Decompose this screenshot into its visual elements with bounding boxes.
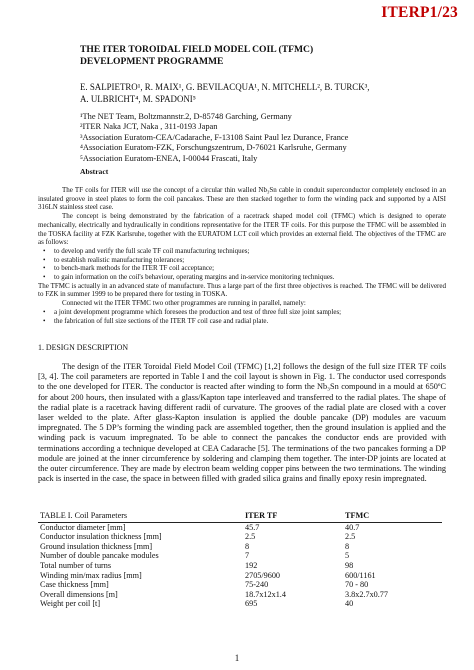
section-body <box>38 362 446 484</box>
table-cell: 3.8x2.7x0.77 <box>345 589 388 599</box>
table-cell: Conductor insulation thickness [mm] <box>40 532 162 542</box>
table-row <box>38 561 442 571</box>
abstract-heading: Abstract <box>80 167 109 176</box>
body-paragraph: The design of the ITER Toroidal Field Model Coil (TFMC) [1,2] follows the design of the full size ITER TF coils [3, 4]. The coil parameters are reported in Table I and the coil layout is shown in Fig. 1. The conductor used corresponds to the one developed for ITER. The conductor is reacted after winding to form the Nb₃Sn compound in a mould at 650ºC for about 200 hours, then insulated with a glass/Kapton tape interleaved and transferred to the radial plates. The shape of the radial plate is a racetrack having different radii of curvature. The grooves of the radial plate are closed with a cover laser welded to the plate. After glass-Kapton insulation is applied the double pancake (DP) modules are vacuum impregnated. The 5 DP’s forming the winding pack are assembled together, then the ground insulation is applied and the winding pack is vacuum impregnated. To be able to connect the pancakes the conductor ends are provided with terminations according a technique developed at CEA Cadarache [5]. The terminations of the two pancakes forming a DP module are joined at the inner circumference by soldering and clamping them together. The inter-DP joints are located at the outer circumference. They are made by electron beam welding copper pins between the two terminations. The winding pack is inserted in the case, the space in between filled with graded silica grains and finally epoxy resin impregnated. <box>38 362 446 484</box>
table-cell: Total number of turns <box>40 560 112 570</box>
list-item: • to establish realistic manufacturing tolerances; <box>52 256 446 265</box>
abstract-paragraph: The TF coils for ITER will use the concept of a circular thin walled Nb₃Sn cable in conduit superconductor completely enclosed in an insulated groove in steel plates to form the coil pancakes. These are then stacked together to form the winding pack and supported by a AISI 316LN stainless steel case. <box>38 186 446 212</box>
affiliation: ²ITER Naka JCT, Naka , 311-0193 Japan <box>80 122 218 132</box>
column-header: TFMC <box>343 511 442 522</box>
table-cell: Case thickness [mm] <box>40 580 109 590</box>
table-cell: 192 <box>245 560 258 570</box>
affiliation-list <box>80 112 460 164</box>
table-cell: 8 <box>345 541 350 551</box>
coil-parameters-table <box>38 511 442 609</box>
table-cell: 70 - 80 <box>345 580 369 590</box>
table-cell: 2.5 <box>345 532 356 542</box>
title-line: DEVELOPMENT PROGRAMME <box>80 55 224 67</box>
table-row <box>38 580 442 590</box>
table-row <box>38 599 442 609</box>
affiliation: ⁵Association Euratom-ENEA, I-00044 Frascati, Italy <box>80 153 258 163</box>
table-cell: 2705/9600 <box>245 570 281 580</box>
column-header: ITER TF <box>243 511 343 522</box>
table-caption: TABLE I. Coil Parameters <box>38 511 243 522</box>
table-cell: 600/1161 <box>345 570 376 580</box>
table-row <box>38 590 442 600</box>
list-item: • to bench-mark methods for the ITER TF coil acceptance; <box>52 264 446 273</box>
objectives-list <box>38 247 446 282</box>
table-cell: 45.7 <box>245 522 260 532</box>
list-item: • the fabrication of full size sections of the ITER TF coil case and radial plate. <box>52 317 446 326</box>
table-cell: 2.5 <box>245 532 256 542</box>
table-cell: Ground insulation thickness [mm] <box>40 541 153 551</box>
author-line: A. ULBRICHT⁴, M. SPADONI⁵ <box>80 93 196 104</box>
list-item: • to gain information on the coil's behaviour, operating margins and in-service monitoring techniques. <box>52 273 446 282</box>
table-cell: 75-240 <box>245 580 269 590</box>
programmes-list <box>38 308 446 325</box>
author-line: E. SALPIETRO¹, R. MAIX¹, G. BEVILACQUA¹, N. MITCHELL², B. TURCK³, <box>80 82 370 92</box>
list-item: • to develop and verify the full scale TF coil manufacturing techniques; <box>52 247 446 256</box>
table-header-row <box>38 511 442 522</box>
table-cell: 98 <box>345 560 354 570</box>
table-row <box>38 551 442 561</box>
table-row <box>38 571 442 581</box>
table-cell: Weight per coil [t] <box>40 599 101 609</box>
paper-title <box>80 44 440 67</box>
table-cell: Winding min/max radius [mm] <box>40 570 142 580</box>
affiliation: ³Association Euratom-CEA/Cadarache, F-13108 Saint Paul lez Durance, France <box>80 132 349 142</box>
list-item: • a joint development programme which foresees the production and test of three full size joint samples; <box>52 308 446 317</box>
abstract-body <box>38 186 446 325</box>
page-number: 1 <box>234 653 240 663</box>
title-line: THE ITER TOROIDAL FIELD MODEL COIL (TFMC) <box>80 44 314 55</box>
table-cell: 40.7 <box>345 522 360 532</box>
section-heading: 1. DESIGN DESCRIPTION <box>38 343 129 352</box>
affiliation: ¹The NET Team, Boltzmannstr.2, D-85748 Garching, Germany <box>80 112 292 121</box>
table-row <box>38 532 442 542</box>
table-row <box>38 542 442 552</box>
table-cell: 18.7x12x1.4 <box>245 589 286 599</box>
table-cell: 40 <box>345 599 354 609</box>
abstract-paragraph: The concept is being demonstrated by the fabrication of a racetrack shaped model coil (TFMC) which is designed to operate mechanically, electrically and hydraulically in conditions representative for the ITER TF coils. For this purpose the TFMC will be assembled in the TOSKA facility at FZK Karlsruhe, together with the EURATOM LCT coil which provides an external field. The objectives of the TFMC are as follows: <box>38 212 446 247</box>
table-cell: 8 <box>245 541 250 551</box>
table-cell: 5 <box>345 551 350 561</box>
table-cell: 695 <box>245 599 258 609</box>
abstract-paragraph: The TFMC is actually in an advanced state of manufacture. Thus a large part of the first three objectives is reached. The TFMC will be delivered to FZK in summer 1999 to be prepared there for testing in TOSKA. <box>38 281 446 299</box>
table-cell: 7 <box>245 551 250 561</box>
table-cell: Overall dimensions [m] <box>40 589 118 599</box>
abstract-paragraph: Connected wit the ITER TFMC two other programmes are running in parallel, namely: <box>62 299 306 308</box>
table-cell: Conductor diameter [mm] <box>40 522 126 532</box>
table-cell: Number of double pancake modules <box>40 551 159 561</box>
paper-id: ITERP1/23 <box>381 4 458 21</box>
affiliation: ⁴Association Euratom-FZK, Forschungszentrum, D-76021 Karlsruhe, Germany <box>80 143 347 153</box>
table-row <box>38 522 442 532</box>
author-list <box>80 82 460 106</box>
